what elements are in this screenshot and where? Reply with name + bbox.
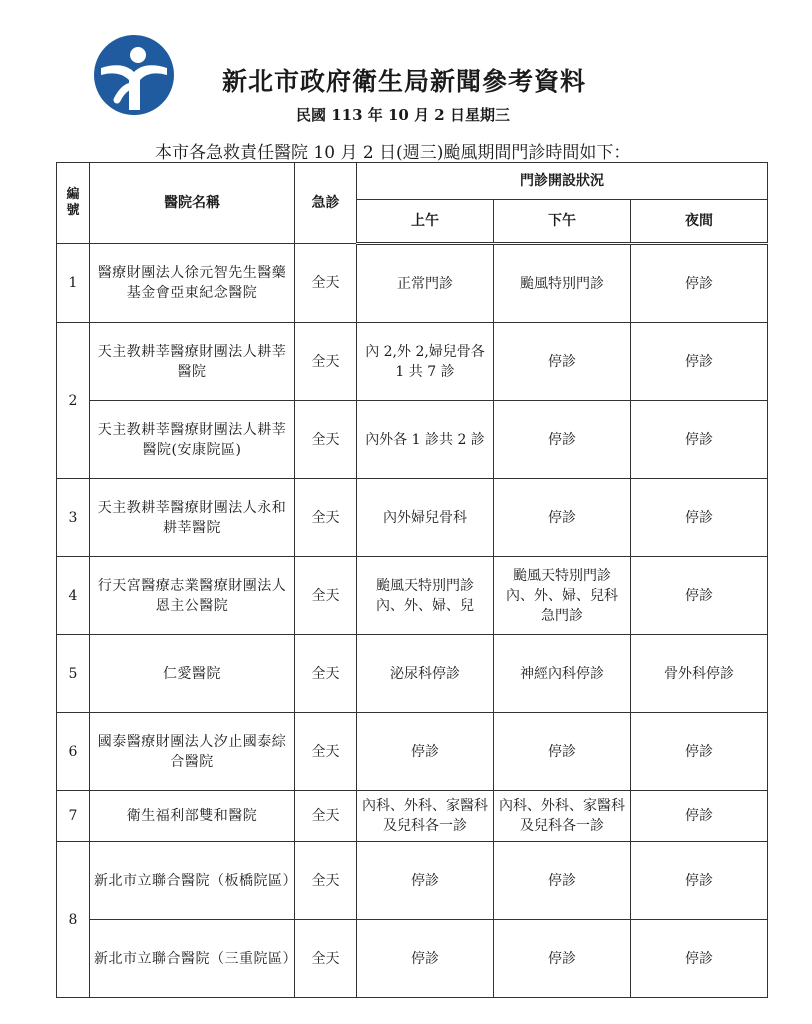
table-row [57, 244, 768, 323]
emergency-status: 全天 [295, 401, 357, 479]
hospital-name: 醫療財團法人徐元智先生醫藥基金會亞東紀念醫院 [90, 244, 295, 323]
header-night: 夜間 [631, 200, 768, 244]
afternoon-status: 停診 [494, 323, 631, 401]
table-row [57, 713, 768, 791]
hospital-name: 國泰醫療財團法人汐止國泰綜合醫院 [90, 713, 295, 791]
emergency-status: 全天 [295, 713, 357, 791]
intro-text: 本市各急救責任醫院 10 月 2 日(週三)颱風期間門診時間如下： [155, 143, 631, 163]
table-row [57, 920, 768, 998]
header-afternoon: 下午 [494, 200, 631, 244]
night-status: 骨外科停診 [631, 635, 768, 713]
table-row [57, 635, 768, 713]
emergency-status: 全天 [295, 244, 357, 323]
table-row [57, 791, 768, 842]
hospital-name: 行天宮醫療志業醫療財團法人恩主公醫院 [90, 557, 295, 635]
night-status: 停診 [631, 842, 768, 920]
header-morning: 上午 [357, 200, 494, 244]
emergency-status: 全天 [295, 791, 357, 842]
afternoon-status: 颱風天特別門診 內、外、婦、兒科 急門診 [494, 557, 631, 635]
night-status: 停診 [631, 791, 768, 842]
night-status: 停診 [631, 713, 768, 791]
hospital-name: 天主教耕莘醫療財團法人耕莘醫院(安康院區) [90, 401, 295, 479]
afternoon-status: 停診 [494, 920, 631, 998]
morning-status: 颱風天特別門診 內、外、婦、兒 [357, 557, 494, 635]
clinic-schedule-table [56, 162, 768, 998]
table-row [57, 401, 768, 479]
night-status: 停診 [631, 323, 768, 401]
emergency-status: 全天 [295, 557, 357, 635]
table-row [57, 842, 768, 920]
release-date: 民國 113 年 10 月 2 日星期三 [296, 106, 510, 124]
hospital-name: 衛生福利部雙和醫院 [90, 791, 295, 842]
afternoon-status: 停診 [494, 401, 631, 479]
row-number: 3 [57, 479, 90, 557]
afternoon-status: 停診 [494, 479, 631, 557]
row-number: 7 [57, 791, 90, 842]
morning-status: 停診 [357, 842, 494, 920]
header-number: 編號 [57, 163, 90, 244]
header-clinic-group: 門診開設狀況 [357, 163, 768, 200]
morning-status: 正常門診 [357, 244, 494, 323]
night-status: 停診 [631, 920, 768, 998]
morning-status: 內外婦兒骨科 [357, 479, 494, 557]
emergency-status: 全天 [295, 323, 357, 401]
afternoon-status: 颱風特別門診 [494, 244, 631, 323]
emergency-status: 全天 [295, 842, 357, 920]
emergency-status: 全天 [295, 635, 357, 713]
afternoon-status: 內科、外科、家醫科及兒科各一診 [494, 791, 631, 842]
hospital-name: 新北市立聯合醫院（板橋院區） [90, 842, 295, 920]
hospital-name: 天主教耕莘醫療財團法人永和耕莘醫院 [90, 479, 295, 557]
morning-status: 泌尿科停診 [357, 635, 494, 713]
row-number: 4 [57, 557, 90, 635]
night-status: 停診 [631, 479, 768, 557]
emergency-status: 全天 [295, 479, 357, 557]
hospital-name: 天主教耕莘醫療財團法人耕莘醫院 [90, 323, 295, 401]
morning-status: 停診 [357, 920, 494, 998]
night-status: 停診 [631, 244, 768, 323]
row-number: 1 [57, 244, 90, 323]
header-hospital: 醫院名稱 [90, 163, 295, 244]
afternoon-status: 停診 [494, 713, 631, 791]
row-number: 2 [57, 323, 90, 479]
afternoon-status: 神經內科停診 [494, 635, 631, 713]
morning-status: 停診 [357, 713, 494, 791]
health-bureau-logo-icon [93, 34, 175, 116]
row-number: 5 [57, 635, 90, 713]
hospital-name: 仁愛醫院 [90, 635, 295, 713]
table-row [57, 323, 768, 401]
page-title: 新北市政府衛生局新聞參考資料 [222, 67, 587, 96]
table-header-row [57, 163, 768, 200]
morning-status: 內外各 1 診共 2 診 [357, 401, 494, 479]
night-status: 停診 [631, 557, 768, 635]
row-number: 6 [57, 713, 90, 791]
afternoon-status: 停診 [494, 842, 631, 920]
row-number: 8 [57, 842, 90, 998]
morning-status: 內 2,外 2,婦兒骨各 1 共 7 診 [357, 323, 494, 401]
hospital-name: 新北市立聯合醫院（三重院區） [90, 920, 295, 998]
emergency-status: 全天 [295, 920, 357, 998]
header-emergency: 急診 [295, 163, 357, 244]
table-row [57, 479, 768, 557]
table-row [57, 557, 768, 635]
night-status: 停診 [631, 401, 768, 479]
morning-status: 內科、外科、家醫科及兒科各一診 [357, 791, 494, 842]
